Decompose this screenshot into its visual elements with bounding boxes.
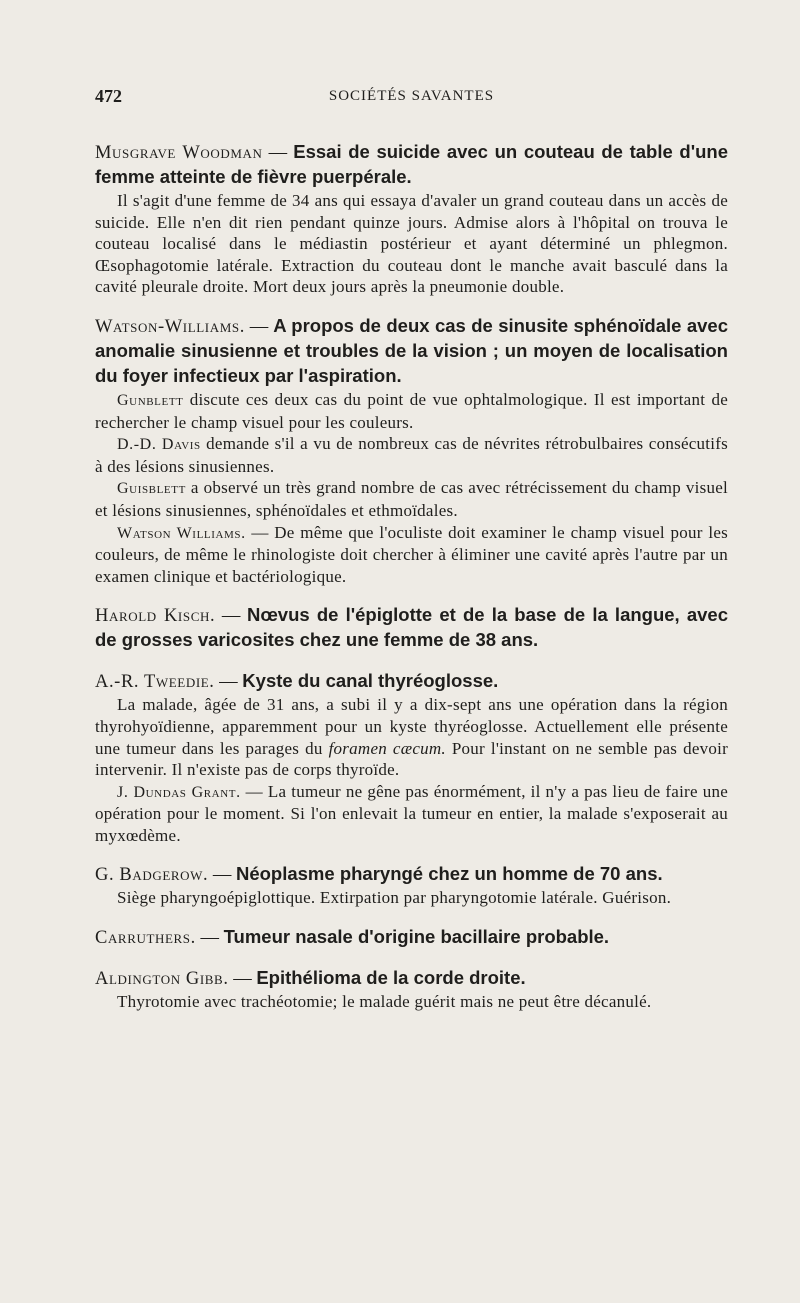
- italic-term: foramen cæcum.: [328, 738, 446, 758]
- entry-title: Kyste du canal thyréoglosse.: [242, 670, 499, 692]
- entry-heading: Harold Kisch. — Nœvus de l'épiglotte et de la base de la langue, avec de grosses varicosites chez une femme de 38 ans.: [95, 604, 728, 651]
- entry-title: A propos de deux cas de sinusite sphénoïdale avec anomalie sinusienne et troubles de la vision ; un moyen de localisation du foyer infectieux par l'aspiration.: [95, 314, 728, 386]
- entry-badgerow: [95, 862, 728, 909]
- entry-heading: G. Badgerow. — Néoplasme pharyngé chez un homme de 70 ans.: [95, 863, 663, 886]
- entry-title: Nœvus de l'épiglotte et de la base de la langue, avec de grosses varicosites chez une femme de 38 ans.: [95, 604, 728, 651]
- author-name: Harold Kisch.: [95, 606, 216, 627]
- page-number: 472: [95, 86, 122, 106]
- entry-title: Epithélioma de la corde droite.: [256, 967, 526, 989]
- entry-watson-williams: [95, 314, 728, 587]
- speaker-name: J. Dundas Grant.: [117, 783, 241, 801]
- entry-tweedie: [95, 669, 728, 846]
- paragraph: [95, 694, 728, 780]
- author-name: Musgrave Woodman: [95, 143, 263, 163]
- entry-heading: Aldington Gibb. — Epithélioma de la corde droite.: [95, 967, 526, 990]
- paragraph-text: discute ces deux cas du point de vue ophtalmologique. Il est important de rechercher le champ visuel pour les couleurs.: [95, 389, 728, 432]
- body-text: [95, 140, 728, 1029]
- author-name: Carruthers.: [95, 928, 196, 949]
- entry-heading: A.-R. Tweedie. — Kyste du canal thyréoglosse.: [95, 670, 499, 693]
- paragraph: [95, 433, 728, 477]
- page-header: [95, 86, 728, 108]
- paragraph: Il s'agit d'une femme de 34 ans qui essaya d'avaler un grand couteau dans un accès de suicide. Elle n'en dit rien pendant quinze jours. Admise alors à l'hôpital on trouva le couteau localisé dans le médiastin postérieur et ayant déterminé un phlegmon. Œsophagotomie latérale. Extraction du couteau dont le manche avait basculé dans la cavité pleurale droite. Mort deux jours après la pneumonie double.: [95, 191, 728, 297]
- entry-heading: Musgrave Woodman — Essai de suicide avec un couteau de table d'une femme atteinte de fièvre puerpérale.: [95, 141, 728, 187]
- entry-carruthers: [95, 925, 728, 950]
- speaker-name: Watson Williams.: [117, 524, 246, 542]
- paragraph: [95, 477, 728, 521]
- entry-title: Tumeur nasale d'origine bacillaire probable.: [223, 926, 610, 948]
- speaker-name: Guisblett: [117, 480, 186, 498]
- paragraph: [95, 781, 728, 847]
- paragraph-text: a observé un très grand nombre de cas avec rétrécissement du champ visuel et lésions sinusiennes, sphénoïdales et ethmoïdales.: [95, 478, 729, 520]
- author-name: Watson-Williams.: [95, 316, 245, 337]
- paragraph: [95, 522, 728, 588]
- paragraph-text: — La tumeur ne gêne pas énormément, il n'y a pas lieu de faire une opération pour le moment. Si l'on enlevait la tumeur en entier, la malade s'exposerait au myxœdème.: [95, 781, 729, 845]
- paragraph-text: — De même que l'oculiste doit examiner le champ visuel pour les couleurs, de même le rhinologiste doit chercher à éliminer une cavité après l'autre par un examen clinique et bactériologique.: [95, 522, 728, 586]
- entry-heading: Carruthers. — Tumeur nasale d'origine bacillaire probable.: [95, 926, 610, 949]
- paragraph-text: Pour l'instant on ne semble pas devoir intervenir. Il n'existe pas de corps thyroïde.: [95, 738, 729, 780]
- paragraph-text: La malade, âgée de 31 ans, a subi il y a dix-sept ans une opération dans la région thyrohyoïdienne, apparemment pour un kyste thyréoglosse. Actuellement elle présente une tumeur dans les parages du: [95, 695, 728, 758]
- entry-title: Néoplasme pharyngé chez un homme de 70 ans.: [235, 863, 663, 885]
- author-name: A.-R. Tweedie.: [95, 672, 215, 693]
- paragraph-text: demande s'il a vu de nombreux cas de névrites rétrobulbaires consécutifs à des lésions sinusiennes.: [95, 434, 729, 476]
- speaker-name: Gunblett: [117, 391, 184, 409]
- entry-heading: Watson-Williams. — A propos de deux cas de sinusite sphénoïdale avec anomalie sinusienne et troubles de la vision ; un moyen de localisation du foyer infectieux par l'aspiration.: [95, 314, 728, 386]
- entry-gibb: [95, 966, 728, 1013]
- entry-woodman: [95, 140, 728, 298]
- author-name: Aldington Gibb.: [95, 969, 229, 990]
- author-name: G. Badgerow.: [95, 865, 209, 886]
- paragraph: Siège pharyngoépiglottique. Extirpation par pharyngotomie latérale. Guérison.: [117, 888, 672, 908]
- paragraph: [95, 389, 728, 433]
- running-title: SOCIÉTÉS SAVANTES: [328, 88, 495, 104]
- paragraph: Thyrotomie avec trachéotomie; le malade guérit mais ne peut être décanulé.: [117, 992, 652, 1012]
- entry-kisch: [95, 603, 728, 653]
- speaker-name: D.-D. Davis: [117, 436, 201, 454]
- entry-title: Essai de suicide avec un couteau de table d'une femme atteinte de fièvre puerpérale.: [95, 141, 728, 187]
